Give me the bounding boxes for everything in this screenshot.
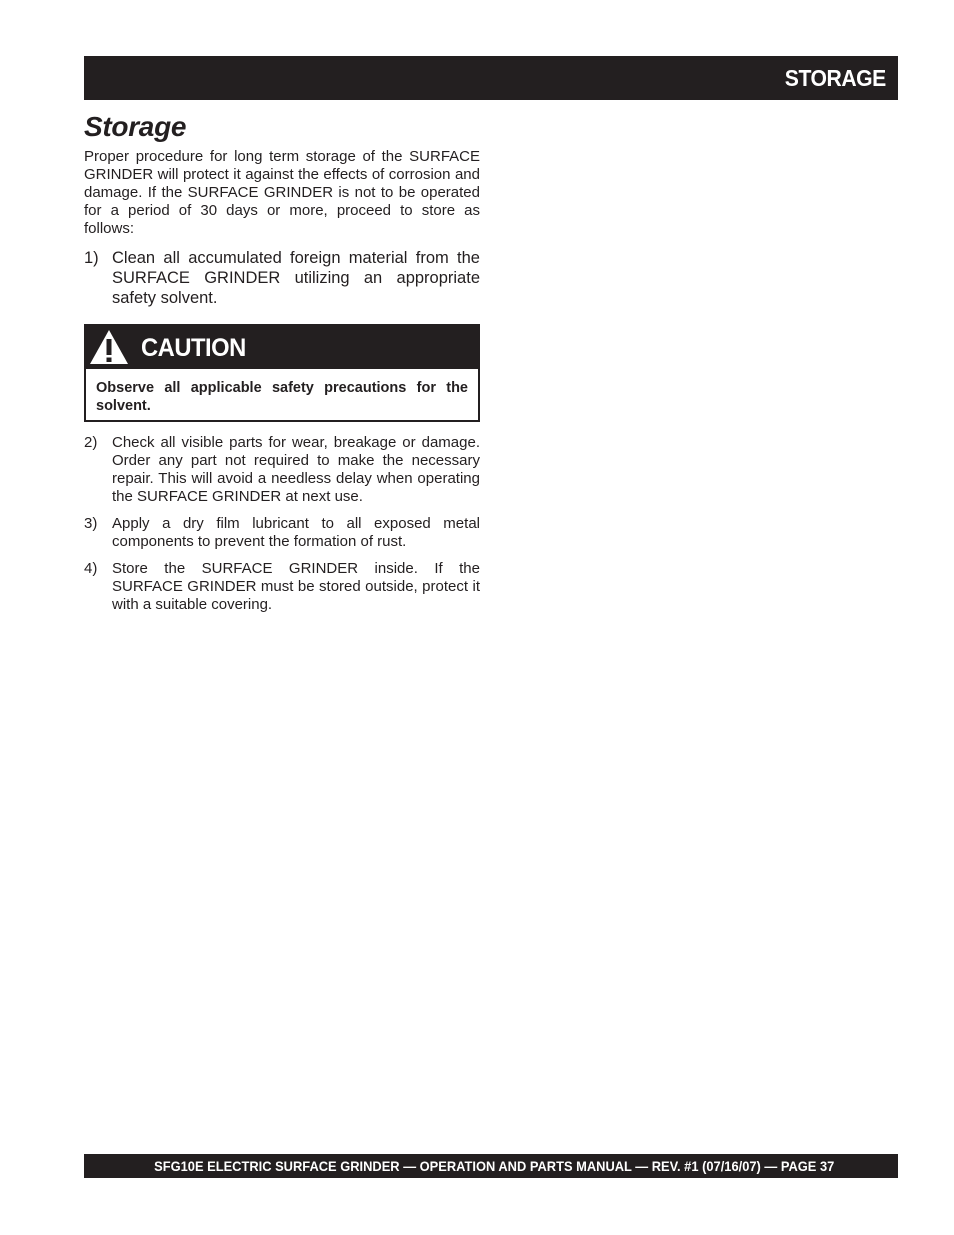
- caution-box: [84, 324, 480, 422]
- list-item-number: 1): [84, 249, 99, 267]
- section-header-bar: [84, 56, 898, 100]
- page-title: Storage: [84, 111, 187, 142]
- list-item: [84, 560, 480, 614]
- caution-label: CAUTION: [141, 334, 246, 362]
- caution-header: [86, 326, 478, 369]
- caution-message: Observe all applicable safety precautions for the solvent.: [96, 380, 468, 414]
- main-column: [84, 110, 480, 623]
- footer-text: SFG10E ELECTRIC SURFACE GRINDER — OPERATION AND PARTS MANUAL — REV. #1 (07/16/07) — PAGE 37: [153, 1158, 834, 1174]
- intro-paragraph: Proper procedure for long term storage of the SURFACE GRINDER will protect it against the effects of corrosion and damage. If the SURFACE GRINDER is not to be operated for a period of 30 days or more, proceed to store as follows:: [84, 148, 480, 237]
- list-item-text: Apply a dry film lubricant to all exposed metal components to prevent the formation of rust.: [112, 515, 480, 550]
- list-item-text: Check all visible parts for wear, breakage or damage. Order any part not required to make the necessary repair. This will avoid a needless delay when operating the SURFACE GRINDER at next use.: [112, 434, 480, 505]
- warning-triangle-icon: [88, 328, 130, 366]
- list-item-text: Store the SURFACE GRINDER inside. If the SURFACE GRINDER must be stored outside, protect it with a suitable covering.: [112, 560, 480, 613]
- list-item: [84, 434, 480, 506]
- footer-bar: [84, 1154, 898, 1178]
- list-item-number: 2): [84, 434, 98, 451]
- section-header-title: STORAGE: [784, 65, 886, 91]
- list-item-number: 3): [84, 515, 98, 532]
- list-item: [84, 248, 480, 308]
- list-item-text: Clean all accumulated foreign material from the SURFACE GRINDER utilizing an appropriate safety solvent.: [112, 249, 480, 307]
- list-item: [84, 515, 480, 551]
- list-item-number: 4): [84, 560, 98, 577]
